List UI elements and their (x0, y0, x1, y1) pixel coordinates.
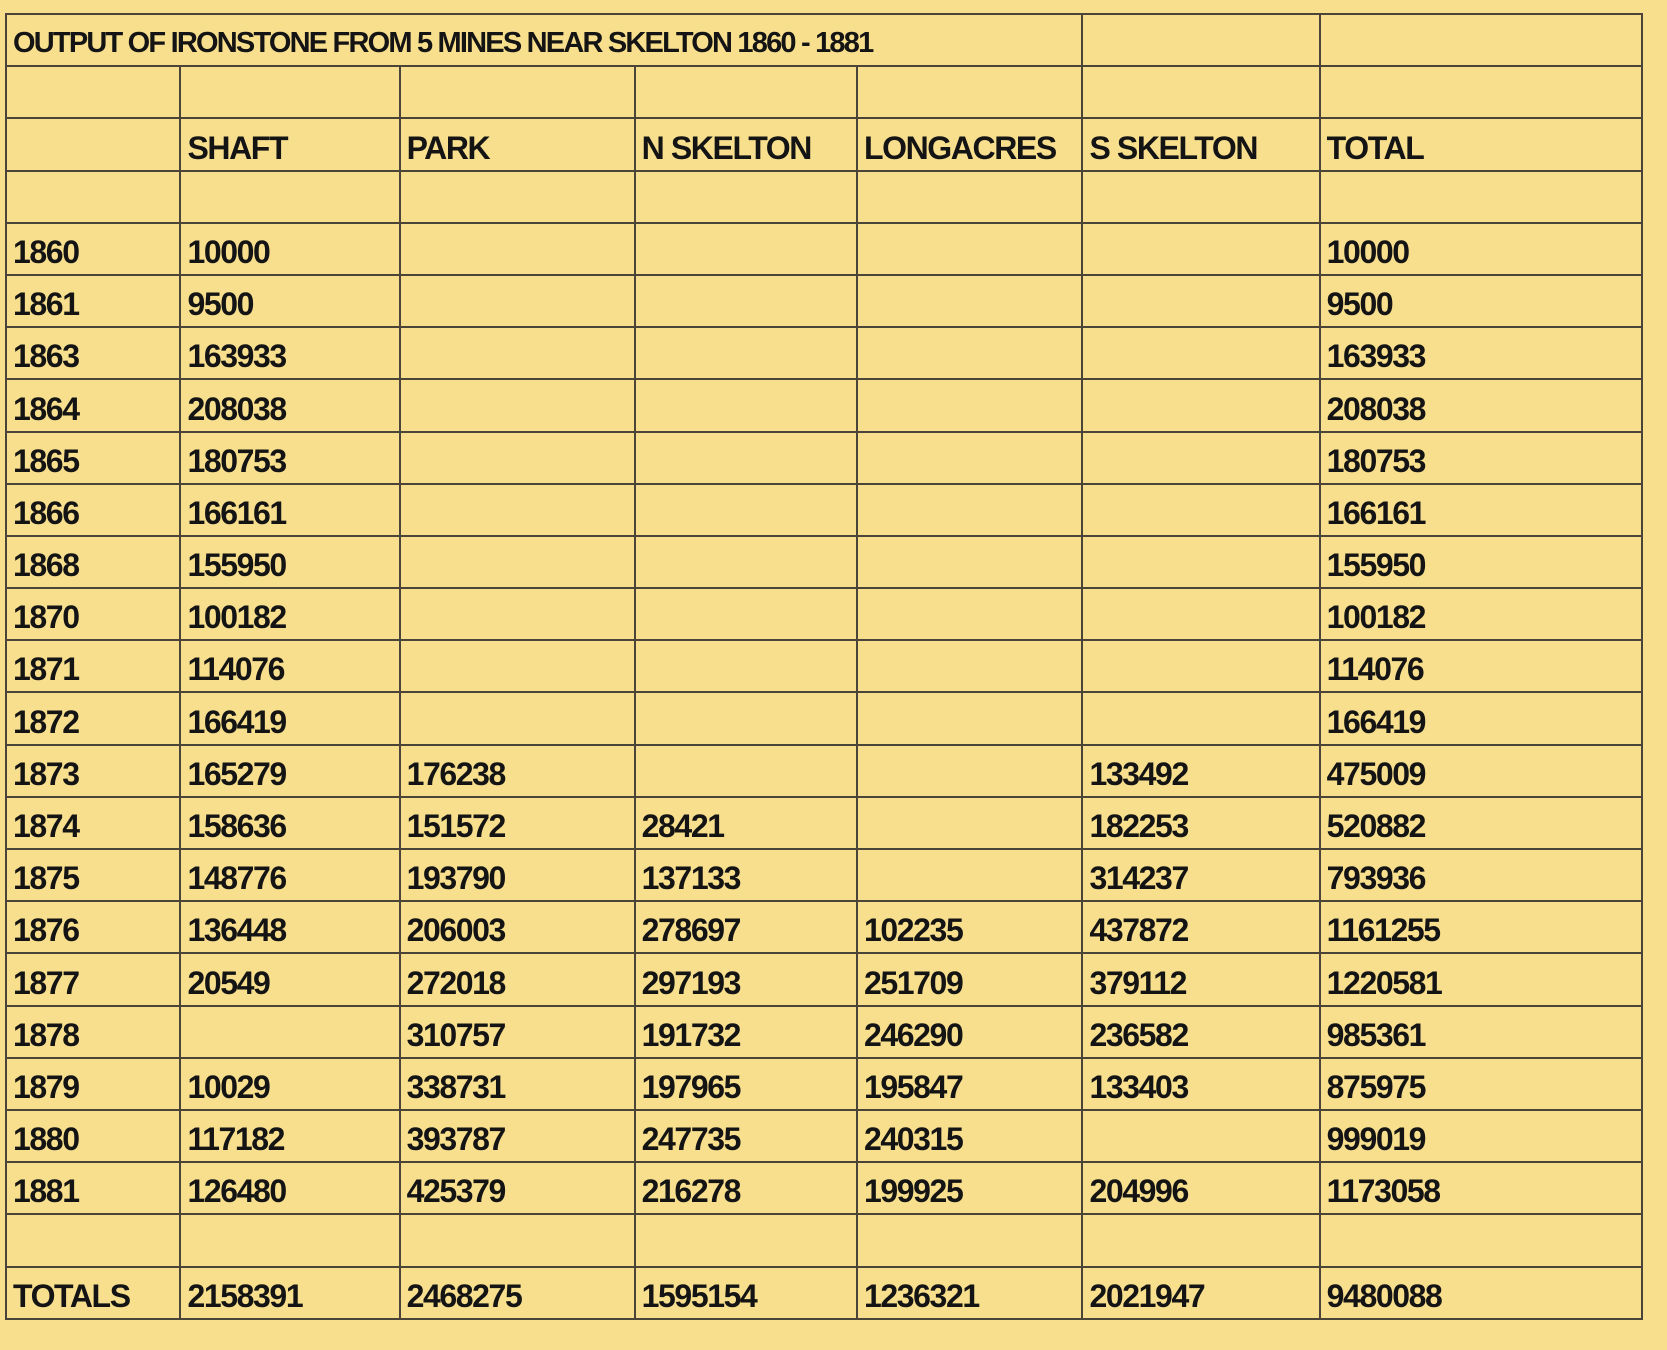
value-cell: 520882 (1320, 797, 1642, 849)
value-cell (1082, 223, 1319, 275)
header-row (6, 118, 1642, 170)
value-cell (857, 692, 1083, 744)
total-cell: 1595154 (635, 1267, 857, 1319)
value-cell: 155950 (180, 536, 399, 588)
empty-cell (635, 66, 857, 118)
value-cell: 165279 (180, 745, 399, 797)
value-cell (1082, 692, 1319, 744)
value-cell: 875975 (1320, 1058, 1642, 1110)
table-row (6, 1162, 1642, 1214)
empty-cell (857, 171, 1083, 223)
year-cell: 1868 (6, 536, 180, 588)
title-row (6, 14, 1642, 66)
value-cell: 475009 (1320, 745, 1642, 797)
value-cell: 180753 (1320, 432, 1642, 484)
year-cell: 1870 (6, 588, 180, 640)
value-cell (1082, 275, 1319, 327)
page-edge (1643, 0, 1667, 1350)
value-cell (1082, 640, 1319, 692)
value-cell (857, 797, 1083, 849)
empty-cell (1082, 66, 1319, 118)
total-cell: 2468275 (400, 1267, 635, 1319)
totals-label: TOTALS (6, 1267, 180, 1319)
total-cell: 9480088 (1320, 1267, 1642, 1319)
value-cell: 240315 (857, 1110, 1083, 1162)
value-cell (857, 432, 1083, 484)
empty-cell (1082, 14, 1319, 66)
value-cell (635, 484, 857, 536)
year-cell: 1880 (6, 1110, 180, 1162)
column-header: N SKELTON (635, 118, 857, 170)
year-cell: 1860 (6, 223, 180, 275)
value-cell (400, 223, 635, 275)
value-cell (857, 849, 1083, 901)
value-cell: 199925 (857, 1162, 1083, 1214)
column-header: SHAFT (180, 118, 399, 170)
spacer-row (6, 171, 1642, 223)
value-cell: 999019 (1320, 1110, 1642, 1162)
year-cell: 1881 (6, 1162, 180, 1214)
value-cell (635, 588, 857, 640)
year-cell: 1872 (6, 692, 180, 744)
value-cell: 114076 (180, 640, 399, 692)
year-cell: 1863 (6, 327, 180, 379)
value-cell: 191732 (635, 1006, 857, 1058)
value-cell: 163933 (180, 327, 399, 379)
value-cell: 114076 (1320, 640, 1642, 692)
value-cell (635, 640, 857, 692)
value-cell (1082, 1110, 1319, 1162)
value-cell: 166419 (180, 692, 399, 744)
year-cell: 1865 (6, 432, 180, 484)
table-row (6, 275, 1642, 327)
value-cell: 310757 (400, 1006, 635, 1058)
value-cell: 158636 (180, 797, 399, 849)
value-cell: 247735 (635, 1110, 857, 1162)
empty-cell (180, 1214, 399, 1266)
empty-cell (6, 66, 180, 118)
value-cell: 148776 (180, 849, 399, 901)
ironstone-output-table (5, 13, 1643, 1320)
header-year (6, 118, 180, 170)
empty-cell (400, 1214, 635, 1266)
value-cell: 10000 (180, 223, 399, 275)
year-cell: 1878 (6, 1006, 180, 1058)
year-cell: 1871 (6, 640, 180, 692)
year-cell: 1873 (6, 745, 180, 797)
value-cell (635, 692, 857, 744)
table-row (6, 901, 1642, 953)
value-cell: 9500 (180, 275, 399, 327)
table-row (6, 432, 1642, 484)
spacer-row (6, 66, 1642, 118)
value-cell: 379112 (1082, 953, 1319, 1005)
empty-cell (180, 171, 399, 223)
value-cell (635, 536, 857, 588)
empty-cell (635, 1214, 857, 1266)
column-header: S SKELTON (1082, 118, 1319, 170)
value-cell: 272018 (400, 953, 635, 1005)
value-cell (400, 692, 635, 744)
empty-cell (6, 171, 180, 223)
value-cell (1082, 588, 1319, 640)
value-cell: 151572 (400, 797, 635, 849)
table-row (6, 1058, 1642, 1110)
empty-cell (400, 66, 635, 118)
value-cell: 1173058 (1320, 1162, 1642, 1214)
empty-cell (1320, 171, 1642, 223)
empty-cell (400, 171, 635, 223)
value-cell (400, 379, 635, 431)
total-cell: 2158391 (180, 1267, 399, 1319)
value-cell: 314237 (1082, 849, 1319, 901)
empty-cell (1320, 14, 1642, 66)
value-cell (400, 536, 635, 588)
value-cell (400, 484, 635, 536)
value-cell: 182253 (1082, 797, 1319, 849)
value-cell: 28421 (635, 797, 857, 849)
value-cell: 208038 (1320, 379, 1642, 431)
empty-cell (6, 1214, 180, 1266)
value-cell: 206003 (400, 901, 635, 953)
value-cell: 425379 (400, 1162, 635, 1214)
value-cell: 204996 (1082, 1162, 1319, 1214)
value-cell (857, 223, 1083, 275)
table-row (6, 1110, 1642, 1162)
spacer-row (6, 1214, 1642, 1266)
table-row (6, 953, 1642, 1005)
column-header: PARK (400, 118, 635, 170)
value-cell: 126480 (180, 1162, 399, 1214)
year-cell: 1876 (6, 901, 180, 953)
total-cell: 2021947 (1082, 1267, 1319, 1319)
value-cell: 1220581 (1320, 953, 1642, 1005)
year-cell: 1874 (6, 797, 180, 849)
value-cell: 133403 (1082, 1058, 1319, 1110)
table-row (6, 223, 1642, 275)
value-cell (857, 327, 1083, 379)
value-cell (400, 275, 635, 327)
table-row (6, 588, 1642, 640)
year-cell: 1861 (6, 275, 180, 327)
value-cell: 133492 (1082, 745, 1319, 797)
value-cell: 10000 (1320, 223, 1642, 275)
value-cell (857, 484, 1083, 536)
value-cell (857, 640, 1083, 692)
value-cell (180, 1006, 399, 1058)
column-header: TOTAL (1320, 118, 1642, 170)
value-cell (1082, 379, 1319, 431)
value-cell: 102235 (857, 901, 1083, 953)
empty-cell (857, 1214, 1083, 1266)
value-cell (857, 588, 1083, 640)
value-cell (1082, 432, 1319, 484)
table-row (6, 536, 1642, 588)
value-cell (1082, 327, 1319, 379)
value-cell: 137133 (635, 849, 857, 901)
value-cell: 166161 (1320, 484, 1642, 536)
value-cell: 251709 (857, 953, 1083, 1005)
value-cell (400, 640, 635, 692)
value-cell: 117182 (180, 1110, 399, 1162)
value-cell: 166161 (180, 484, 399, 536)
value-cell (857, 745, 1083, 797)
value-cell: 793936 (1320, 849, 1642, 901)
value-cell: 278697 (635, 901, 857, 953)
value-cell: 208038 (180, 379, 399, 431)
year-cell: 1879 (6, 1058, 180, 1110)
value-cell (857, 275, 1083, 327)
value-cell (635, 223, 857, 275)
table-row (6, 327, 1642, 379)
value-cell: 236582 (1082, 1006, 1319, 1058)
value-cell: 100182 (180, 588, 399, 640)
value-cell: 163933 (1320, 327, 1642, 379)
value-cell (400, 432, 635, 484)
table-row (6, 745, 1642, 797)
value-cell (400, 327, 635, 379)
empty-cell (180, 66, 399, 118)
value-cell (1082, 484, 1319, 536)
totals-row (6, 1267, 1642, 1319)
value-cell: 10029 (180, 1058, 399, 1110)
table-row (6, 692, 1642, 744)
value-cell: 155950 (1320, 536, 1642, 588)
table-row (6, 1006, 1642, 1058)
year-cell: 1864 (6, 379, 180, 431)
value-cell (635, 379, 857, 431)
empty-cell (635, 171, 857, 223)
value-cell: 297193 (635, 953, 857, 1005)
value-cell: 100182 (1320, 588, 1642, 640)
value-cell (857, 536, 1083, 588)
value-cell: 166419 (1320, 692, 1642, 744)
table-row (6, 849, 1642, 901)
empty-cell (857, 66, 1083, 118)
value-cell (635, 745, 857, 797)
column-header: LONGACRES (857, 118, 1083, 170)
value-cell: 985361 (1320, 1006, 1642, 1058)
value-cell: 216278 (635, 1162, 857, 1214)
year-cell: 1877 (6, 953, 180, 1005)
value-cell: 20549 (180, 953, 399, 1005)
value-cell: 246290 (857, 1006, 1083, 1058)
table-row (6, 640, 1642, 692)
table-row (6, 379, 1642, 431)
empty-cell (1082, 171, 1319, 223)
value-cell: 176238 (400, 745, 635, 797)
table-row (6, 797, 1642, 849)
value-cell (857, 379, 1083, 431)
value-cell (635, 275, 857, 327)
table-row (6, 484, 1642, 536)
empty-cell (1320, 66, 1642, 118)
value-cell (400, 588, 635, 640)
value-cell (635, 432, 857, 484)
value-cell (635, 327, 857, 379)
value-cell: 197965 (635, 1058, 857, 1110)
value-cell: 136448 (180, 901, 399, 953)
value-cell: 195847 (857, 1058, 1083, 1110)
year-cell: 1875 (6, 849, 180, 901)
total-cell: 1236321 (857, 1267, 1083, 1319)
value-cell (1082, 536, 1319, 588)
value-cell: 180753 (180, 432, 399, 484)
value-cell: 338731 (400, 1058, 635, 1110)
value-cell: 393787 (400, 1110, 635, 1162)
year-cell: 1866 (6, 484, 180, 536)
value-cell: 1161255 (1320, 901, 1642, 953)
value-cell: 193790 (400, 849, 635, 901)
empty-cell (1082, 1214, 1319, 1266)
value-cell: 9500 (1320, 275, 1642, 327)
table-title: OUTPUT OF IRONSTONE FROM 5 MINES NEAR SKELTON 1860 - 1881 (6, 14, 1082, 66)
value-cell: 437872 (1082, 901, 1319, 953)
empty-cell (1320, 1214, 1642, 1266)
